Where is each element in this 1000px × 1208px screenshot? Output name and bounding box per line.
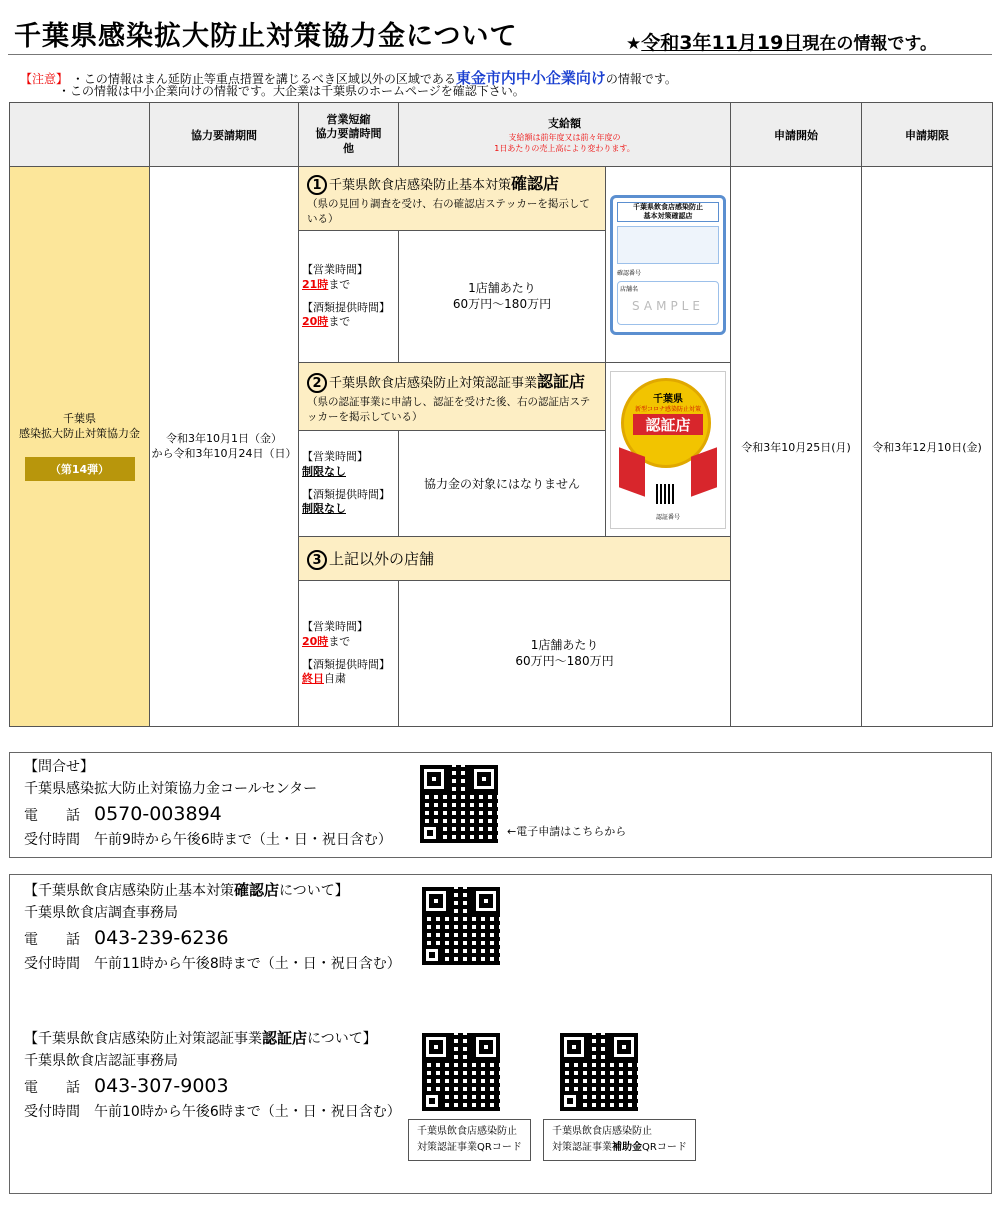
title-rule xyxy=(8,54,992,55)
hours-label: 【営業時間】 xyxy=(302,262,368,276)
section-2-title-bold: 認証店 xyxy=(537,372,586,391)
page-title: 千葉県感染拡大防止対策協力金について xyxy=(14,21,518,52)
section-1-title-bold: 確認店 xyxy=(511,174,560,193)
qr-note: ←電子申請はこちらから xyxy=(507,825,627,838)
subsidy-qr-caption-bold: 補助金 xyxy=(612,1142,642,1153)
sticker-2-cell xyxy=(606,363,731,537)
certify-hours: 午前10時から午後6時まで（土・日・祝日含む） xyxy=(94,1103,401,1120)
certify-tel[interactable]: 043-307-9003 xyxy=(94,1075,229,1098)
hours-label: 受付時間 xyxy=(24,1103,80,1120)
section-2-hours xyxy=(299,431,399,537)
liquor-label: 【酒類提供時間】 xyxy=(302,657,390,671)
confirm-text xyxy=(24,879,401,976)
section-3-title: 上記以外の店舗 xyxy=(329,549,435,568)
hours-label: 受付時間 xyxy=(24,955,80,972)
sticker-2-sub: 新型コロナ感染防止対策 xyxy=(635,405,702,413)
hours-label: 【営業時間】 xyxy=(302,449,368,463)
hours-suffix: まで xyxy=(328,277,351,291)
deadline-cell: 令和3年12月10日(金) xyxy=(862,167,993,727)
liquor-value: 終日 xyxy=(302,672,324,686)
certify-head-bold: 認証店 xyxy=(262,1029,308,1047)
confirm-head-end: について】 xyxy=(279,883,349,899)
header-blank xyxy=(10,103,150,167)
hours-label: 【営業時間】 xyxy=(302,619,368,633)
hours-value: 20時 xyxy=(302,634,329,648)
section-3-hours xyxy=(299,581,399,727)
certify-head-end: について】 xyxy=(307,1031,377,1047)
hours-label: 受付時間 xyxy=(24,831,80,848)
section-1-desc: （県の見回り調査を受け、右の確認店ステッカーを掲示している） xyxy=(307,198,590,225)
certify-text xyxy=(24,1027,401,1124)
section-2-amount: 協力金の対象にはなりません xyxy=(399,431,606,537)
subsidy-qr-caption-end: QRコード xyxy=(642,1142,687,1153)
sticker-2-pref: 千葉県 xyxy=(653,393,683,405)
liquor-value: 制限なし xyxy=(302,502,346,516)
section-1-hours xyxy=(299,231,399,363)
star: ★ xyxy=(626,34,642,54)
sticker-1-cert: 確認番号 xyxy=(617,269,642,277)
program-table xyxy=(9,102,993,727)
as-of-date-value: 令和3年11月19日 xyxy=(641,32,803,54)
note-text: ・この情報はまん延防止等重点措置を講じるべき区域以外の区域である xyxy=(71,72,456,86)
start-cell: 令和3年10月25日(月) xyxy=(731,167,862,727)
section-2-desc: （県の認証事業に申請し、認証を受けた後、右の認証店ステッカーを掲示している） xyxy=(307,396,591,423)
application-qr-code[interactable] xyxy=(420,765,498,843)
subsidy-qr-caption-a: 千葉県飲食店感染防止 対策認証事業 xyxy=(552,1126,652,1153)
header-amount-label: 支給額 xyxy=(548,117,581,131)
certify-head: 【千葉県飲食店感染防止対策認証事業 xyxy=(24,1031,262,1047)
sticker-2-main: 認証店 xyxy=(633,414,703,435)
confirm-hours: 午前11時から午後8時まで（土・日・祝日含む） xyxy=(94,955,401,972)
hours-suffix: まで xyxy=(328,634,351,648)
inquiry-org: 千葉県感染拡大防止対策協力金コールセンター xyxy=(24,780,318,797)
section-2-title: 千葉県飲食店感染防止対策認証事業 xyxy=(329,376,538,391)
liquor-value: 20時 xyxy=(302,315,329,329)
period-cell: 令和3年10月1日（金） から令和3年10月24日（日） xyxy=(150,167,299,727)
header-deadline: 申請期限 xyxy=(862,103,993,167)
header-start: 申請開始 xyxy=(731,103,862,167)
sticker-1-title: 千葉県飲食店感染防止 基本対策確認店 xyxy=(617,202,719,222)
section-3-head xyxy=(299,537,731,581)
certify-sticker xyxy=(610,371,726,529)
program-cell xyxy=(10,167,150,727)
tel-label: 電 話 xyxy=(24,932,80,949)
sticker-1-cell xyxy=(606,167,731,363)
liquor-suffix: まで xyxy=(328,315,351,329)
section-2-head xyxy=(299,363,606,431)
confirm-org: 千葉県飲食店調査事務局 xyxy=(24,904,178,921)
confirm-qr-code[interactable] xyxy=(422,887,500,965)
inquiry-tel[interactable]: 0570-003894 xyxy=(94,803,222,826)
confirm-head: 【千葉県飲食店感染防止基本対策 xyxy=(24,883,234,899)
section-3-number: 3 xyxy=(307,550,327,570)
note-line-2: ・この情報は中小企業向けの情報です。大企業は千葉県のホームページを確認下さい。 xyxy=(58,84,525,98)
section-1-title: 千葉県飲食店感染防止基本対策 xyxy=(329,178,512,193)
liquor-label: 【酒類提供時間】 xyxy=(302,300,390,314)
confirm-sticker xyxy=(610,195,726,335)
note-tag: 【注意】 xyxy=(20,72,69,86)
section-1-number: 1 xyxy=(307,175,327,195)
inquiry-text xyxy=(24,757,392,852)
sticker-1-store: 店舗名 xyxy=(620,285,639,293)
sticker-2-num: 認証番号 xyxy=(656,513,681,521)
subsidy-qr-code[interactable] xyxy=(560,1033,638,1111)
subsidy-qr-caption xyxy=(543,1119,696,1161)
sticker-2-qr xyxy=(656,484,676,504)
program-name: 千葉県 感染拡大防止対策協力金 xyxy=(19,411,140,440)
confirm-head-bold: 確認店 xyxy=(234,881,280,899)
amount-note: 支給額は前年度又は前々年度の 1日あたりの売上高により変わります。 xyxy=(494,133,635,153)
header-hours: 営業短縮 協力要請時間 他 xyxy=(299,103,399,167)
as-of-date xyxy=(626,28,937,55)
hours-value: 21時 xyxy=(302,277,329,291)
inquiry-box xyxy=(9,752,992,858)
inquiry-head: 【問合せ】 xyxy=(24,759,94,775)
shop-contact-box xyxy=(9,874,992,1194)
section-2-number: 2 xyxy=(307,373,327,393)
sticker-1-sample: SAMPLE xyxy=(632,298,704,313)
inquiry-hours: 午前9時から午後6時まで（土・日・祝日含む） xyxy=(94,831,392,848)
as-of-suffix: 現在の情報です。 xyxy=(802,34,937,54)
note-target: 東金市内中小企業向け xyxy=(455,69,606,87)
section-3-amount: 1店舗あたり 60万円～180万円 xyxy=(399,581,731,727)
section-1-head xyxy=(299,167,606,231)
certify-org: 千葉県飲食店認証事務局 xyxy=(24,1052,178,1069)
liquor-label: 【酒類提供時間】 xyxy=(302,487,390,501)
section-1-amount: 1店舗あたり 60万円～180万円 xyxy=(399,231,606,363)
round-badge: （第14弾） xyxy=(25,457,135,481)
header-amount xyxy=(399,103,731,167)
note-text-end: の情報です。 xyxy=(605,72,677,86)
tel-label: 電 話 xyxy=(24,1080,80,1097)
tel-label: 電 話 xyxy=(24,808,80,825)
liquor-suffix: 自粛 xyxy=(324,672,346,686)
certify-qr-code[interactable] xyxy=(422,1033,500,1111)
confirm-tel[interactable]: 043-239-6236 xyxy=(94,927,229,950)
hours-value: 制限なし xyxy=(302,464,346,478)
certify-qr-caption: 千葉県飲食店感染防止 対策認証事業QRコード xyxy=(408,1119,531,1161)
header-period: 協力要請期間 xyxy=(150,103,299,167)
